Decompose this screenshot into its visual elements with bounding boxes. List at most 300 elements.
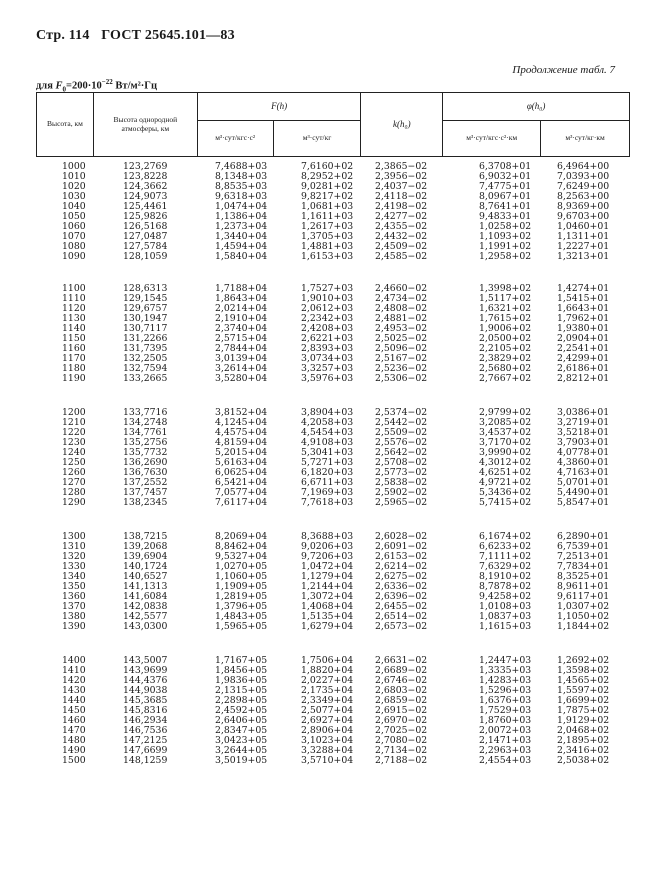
cell-k: 2,4118−02 <box>375 191 428 202</box>
cell-k: 2,6396−02 <box>375 591 428 602</box>
cell-F-kg: 9,0281+02 <box>301 181 354 192</box>
cell-k: 2,7080−02 <box>375 735 428 746</box>
cell-F-kgs: 3,2644+05 <box>215 745 268 756</box>
table-section <box>36 284 630 384</box>
cell-geo-height: 124,3662 <box>123 181 168 192</box>
cell-geo-height: 143,5007 <box>123 655 168 666</box>
cell-F-kg: 3,8904+03 <box>301 407 354 418</box>
gost-number: ГОСТ 25645.101—83 <box>101 28 235 43</box>
cell-F-kgs: 2,1910+04 <box>215 313 268 324</box>
cell-geo-height: 132,7594 <box>123 363 168 374</box>
cell-k: 2,6091−02 <box>375 541 428 552</box>
cell-phi-kgs: 1,7615+02 <box>479 313 532 324</box>
cell-F-kg: 3,5976+03 <box>301 373 354 384</box>
cell-height: 1330 <box>62 561 86 572</box>
cell-phi-kg: 2,2541+01 <box>557 343 610 354</box>
cell-geo-height: 145,3685 <box>123 695 168 706</box>
cell-F-kgs: 1,0270+05 <box>215 561 268 572</box>
cell-geo-height: 128,1059 <box>123 251 168 262</box>
cell-F-kgs: 1,3440+04 <box>215 231 268 242</box>
cell-height: 1410 <box>62 665 86 676</box>
header-F: F(h) <box>197 93 361 121</box>
cell-F-kgs: 1,8456+05 <box>215 665 268 676</box>
cell-phi-kgs: 6,1674+02 <box>479 531 532 542</box>
header-F-unit-2: м³·сут/кг <box>273 121 361 157</box>
cell-k: 2,5374−02 <box>375 407 428 418</box>
cell-phi-kg: 8,2563+00 <box>557 191 610 202</box>
cell-F-kgs: 3,2614+04 <box>215 363 268 374</box>
cell-phi-kg: 1,4274+01 <box>557 283 610 294</box>
cell-height: 1260 <box>62 467 86 478</box>
cell-height: 1420 <box>62 675 86 686</box>
cell-height: 1460 <box>62 715 86 726</box>
cell-phi-kg: 7,2513+01 <box>557 551 610 562</box>
cell-geo-height: 136,2690 <box>123 457 168 468</box>
cell-height: 1360 <box>62 591 86 602</box>
cell-phi-kg: 5,4490+01 <box>557 487 610 498</box>
cell-k: 2,5576−02 <box>375 437 428 448</box>
cell-geo-height: 147,2125 <box>123 735 168 746</box>
cell-height: 1090 <box>62 251 86 262</box>
cell-F-kgs: 2,4592+05 <box>215 705 268 716</box>
table-row <box>36 252 630 262</box>
cell-height: 1350 <box>62 581 86 592</box>
cell-height: 1400 <box>62 655 86 666</box>
cell-phi-kg: 1,5415+01 <box>557 293 610 304</box>
cell-k: 2,4277−02 <box>375 211 428 222</box>
cell-phi-kg: 1,6699+02 <box>557 695 610 706</box>
cell-phi-kg: 2,5038+02 <box>557 755 610 766</box>
table-section <box>36 408 630 508</box>
cell-k: 2,6573−02 <box>375 621 428 632</box>
cell-k: 2,4734−02 <box>375 293 428 304</box>
cell-k: 2,5096−02 <box>375 343 428 354</box>
cell-height: 1040 <box>62 201 86 212</box>
cell-phi-kg: 8,3525+01 <box>557 571 610 582</box>
cell-height: 1430 <box>62 685 86 696</box>
cell-k: 2,4660−02 <box>375 283 428 294</box>
header-k: k(h₀) <box>361 93 443 157</box>
cell-F-kg: 8,2952+02 <box>301 171 354 182</box>
cell-F-kgs: 1,5965+05 <box>215 621 268 632</box>
page-header <box>36 28 243 44</box>
cell-geo-height: 136,7630 <box>123 467 168 478</box>
cell-phi-kgs: 5,3436+02 <box>479 487 532 498</box>
cell-F-kgs: 8,8462+04 <box>215 541 268 552</box>
header-height: Высота, км <box>37 93 94 157</box>
cell-F-kg: 3,3257+03 <box>301 363 354 374</box>
cell-phi-kg: 7,0393+00 <box>557 171 610 182</box>
cell-geo-height: 143,9699 <box>123 665 168 676</box>
cell-F-kg: 1,7527+03 <box>301 283 354 294</box>
cell-phi-kg: 6,4964+00 <box>557 161 610 172</box>
cell-geo-height: 132,2505 <box>123 353 168 364</box>
cell-phi-kgs: 1,5296+03 <box>479 685 532 696</box>
cell-phi-kg: 1,2692+02 <box>557 655 610 666</box>
cell-geo-height: 135,2756 <box>123 437 168 448</box>
cell-F-kgs: 7,0577+04 <box>215 487 268 498</box>
cell-F-kg: 9,0206+03 <box>301 541 354 552</box>
cell-F-kgs: 1,1060+05 <box>215 571 268 582</box>
cell-height: 1240 <box>62 447 86 458</box>
cell-geo-height: 144,9038 <box>123 685 168 696</box>
cell-geo-height: 130,1947 <box>123 313 168 324</box>
cell-F-kg: 1,3072+04 <box>301 591 354 602</box>
cell-phi-kgs: 9,4833+01 <box>479 211 532 222</box>
cell-F-kg: 7,7618+03 <box>301 497 354 508</box>
table-section <box>36 656 630 766</box>
cell-height: 1500 <box>62 755 86 766</box>
cell-geo-height: 137,7457 <box>123 487 168 498</box>
cell-F-kgs: 4,1245+04 <box>215 417 268 428</box>
cell-phi-kg: 8,9369+00 <box>557 201 610 212</box>
cell-k: 2,6336−02 <box>375 581 428 592</box>
cell-k: 2,7134−02 <box>375 745 428 756</box>
cell-F-kg: 3,3288+04 <box>301 745 354 756</box>
cell-k: 2,5642−02 <box>375 447 428 458</box>
cell-phi-kg: 2,1895+02 <box>557 735 610 746</box>
cell-F-kg: 1,6279+04 <box>301 621 354 632</box>
cell-k: 2,5838−02 <box>375 477 428 488</box>
cell-phi-kgs: 1,0837+03 <box>479 611 532 622</box>
cell-phi-kg: 1,0307+02 <box>557 601 610 612</box>
cell-F-kg: 4,2058+03 <box>301 417 354 428</box>
cell-F-kg: 1,7506+04 <box>301 655 354 666</box>
cell-F-kgs: 7,6117+04 <box>215 497 268 508</box>
cell-F-kgs: 2,7844+04 <box>215 343 268 354</box>
cell-geo-height: 124,9073 <box>123 191 168 202</box>
cell-phi-kg: 1,2227+01 <box>557 241 610 252</box>
cell-geo-height: 141,6084 <box>123 591 168 602</box>
cell-phi-kg: 2,8212+01 <box>557 373 610 384</box>
cell-F-kg: 5,7271+03 <box>301 457 354 468</box>
cell-F-kg: 2,6927+04 <box>301 715 354 726</box>
cell-F-kg: 1,2617+03 <box>301 221 354 232</box>
cell-F-kgs: 2,8347+05 <box>215 725 268 736</box>
cell-geo-height: 139,2068 <box>123 541 168 552</box>
cell-geo-height: 129,1545 <box>123 293 168 304</box>
cell-height: 1050 <box>62 211 86 222</box>
cell-F-kg: 4,5454+03 <box>301 427 354 438</box>
table-header <box>36 92 630 157</box>
cell-F-kg: 2,8906+04 <box>301 725 354 736</box>
cell-height: 1450 <box>62 705 86 716</box>
cell-phi-kgs: 4,9721+02 <box>479 477 532 488</box>
cell-F-kg: 1,5135+04 <box>301 611 354 622</box>
cell-k: 2,6275−02 <box>375 571 428 582</box>
cell-F-kg: 3,0734+03 <box>301 353 354 364</box>
cell-phi-kg: 3,7903+01 <box>557 437 610 448</box>
cell-phi-kgs: 8,7878+02 <box>479 581 532 592</box>
cell-F-kgs: 3,5280+04 <box>215 373 268 384</box>
cell-F-kg: 3,1023+04 <box>301 735 354 746</box>
cell-geo-height: 147,6699 <box>123 745 168 756</box>
cell-height: 1440 <box>62 695 86 706</box>
cell-height: 1320 <box>62 551 86 562</box>
cell-phi-kg: 1,3213+01 <box>557 251 610 262</box>
cell-height: 1480 <box>62 735 86 746</box>
cell-geo-height: 143,0300 <box>123 621 168 632</box>
cell-geo-height: 138,2345 <box>123 497 168 508</box>
cell-geo-height: 134,7761 <box>123 427 168 438</box>
cell-F-kgs: 1,2373+04 <box>215 221 268 232</box>
cell-phi-kg: 1,7875+02 <box>557 705 610 716</box>
cell-phi-kgs: 2,2105+02 <box>479 343 532 354</box>
cell-height: 1280 <box>62 487 86 498</box>
cell-geo-height: 123,2769 <box>123 161 168 172</box>
cell-geo-height: 126,5168 <box>123 221 168 232</box>
cell-F-kg: 4,9108+03 <box>301 437 354 448</box>
cell-phi-kgs: 4,3012+02 <box>479 457 532 468</box>
cell-F-kgs: 3,8152+04 <box>215 407 268 418</box>
cell-F-kg: 3,5710+04 <box>301 755 354 766</box>
cell-phi-kg: 1,4565+02 <box>557 675 610 686</box>
cell-phi-kgs: 6,6233+02 <box>479 541 532 552</box>
cell-phi-kgs: 1,4283+03 <box>479 675 532 686</box>
cell-phi-kgs: 2,7667+02 <box>479 373 532 384</box>
cell-height: 1160 <box>62 343 86 354</box>
cell-F-kg: 9,8217+02 <box>301 191 354 202</box>
cell-phi-kgs: 2,3829+02 <box>479 353 532 364</box>
cell-phi-kgs: 6,9032+01 <box>479 171 532 182</box>
cell-height: 1070 <box>62 231 86 242</box>
cell-phi-kgs: 8,0967+01 <box>479 191 532 202</box>
cell-k: 2,4881−02 <box>375 313 428 324</box>
cell-geo-height: 140,1724 <box>123 561 168 572</box>
cell-k: 2,6214−02 <box>375 561 428 572</box>
table-row <box>36 756 630 766</box>
cell-geo-height: 133,2665 <box>123 373 168 384</box>
cell-F-kg: 6,6711+03 <box>301 477 354 488</box>
cell-geo-height: 127,5784 <box>123 241 168 252</box>
cell-height: 1130 <box>62 313 86 324</box>
cell-geo-height: 131,2266 <box>123 333 168 344</box>
cell-k: 2,5965−02 <box>375 497 428 508</box>
cell-height: 1010 <box>62 171 86 182</box>
table-row <box>36 374 630 384</box>
cell-F-kg: 1,9010+03 <box>301 293 354 304</box>
cell-phi-kgs: 1,0258+02 <box>479 221 532 232</box>
cell-k: 2,6514−02 <box>375 611 428 622</box>
cell-F-kgs: 1,1909+05 <box>215 581 268 592</box>
cell-phi-kgs: 8,7641+01 <box>479 201 532 212</box>
cell-F-kg: 9,7206+03 <box>301 551 354 562</box>
cell-F-kgs: 8,2069+04 <box>215 531 268 542</box>
cell-k: 2,4037−02 <box>375 181 428 192</box>
cell-F-kgs: 1,2819+05 <box>215 591 268 602</box>
cell-F-kg: 1,6153+03 <box>301 251 354 262</box>
cell-geo-height: 127,0487 <box>123 231 168 242</box>
cell-phi-kgs: 9,4258+02 <box>479 591 532 602</box>
cell-k: 2,6455−02 <box>375 601 428 612</box>
cell-k: 2,6746−02 <box>375 675 428 686</box>
cell-geo-height: 146,7536 <box>123 725 168 736</box>
cell-phi-kg: 4,0778+01 <box>557 447 610 458</box>
cell-F-kg: 2,0227+04 <box>301 675 354 686</box>
cell-k: 2,5902−02 <box>375 487 428 498</box>
cell-F-kgs: 8,1348+03 <box>215 171 268 182</box>
cell-F-kgs: 8,8535+03 <box>215 181 268 192</box>
cell-phi-kgs: 2,5680+02 <box>479 363 532 374</box>
cell-geo-height: 130,7117 <box>123 323 168 334</box>
cell-height: 1030 <box>62 191 86 202</box>
cell-phi-kg: 2,0468+02 <box>557 725 610 736</box>
cell-phi-kgs: 7,6329+02 <box>479 561 532 572</box>
cell-phi-kgs: 2,2963+03 <box>479 745 532 756</box>
cell-phi-kg: 4,7163+01 <box>557 467 610 478</box>
cell-geo-height: 129,6757 <box>123 303 168 314</box>
cell-height: 1190 <box>62 373 86 384</box>
cell-k: 2,6970−02 <box>375 715 428 726</box>
cell-k: 2,4585−02 <box>375 251 428 262</box>
cell-k: 2,5773−02 <box>375 467 428 478</box>
cell-F-kg: 1,4068+04 <box>301 601 354 612</box>
cell-F-kgs: 4,8159+04 <box>215 437 268 448</box>
cell-phi-kg: 1,3598+02 <box>557 665 610 676</box>
cell-k: 2,6915−02 <box>375 705 428 716</box>
cell-k: 2,6859−02 <box>375 695 428 706</box>
cell-phi-kg: 7,6249+00 <box>557 181 610 192</box>
cell-F-kgs: 5,6163+04 <box>215 457 268 468</box>
cell-height: 1220 <box>62 427 86 438</box>
cell-phi-kgs: 3,2085+02 <box>479 417 532 428</box>
cell-phi-kg: 5,0701+01 <box>557 477 610 488</box>
cell-F-kg: 1,0472+04 <box>301 561 354 572</box>
cell-F-kgs: 1,1386+04 <box>215 211 268 222</box>
cell-F-kgs: 1,4594+04 <box>215 241 268 252</box>
cell-k: 2,7025−02 <box>375 725 428 736</box>
cell-geo-height: 142,0838 <box>123 601 168 612</box>
page-number: Стр. 114 <box>36 28 90 43</box>
cell-k: 2,6631−02 <box>375 655 428 666</box>
cell-geo-height: 146,2934 <box>123 715 168 726</box>
cell-phi-kg: 2,3416+02 <box>557 745 610 756</box>
cell-geo-height: 125,4461 <box>123 201 168 212</box>
cell-geo-height: 141,1313 <box>123 581 168 592</box>
cell-phi-kgs: 1,2958+02 <box>479 251 532 262</box>
cell-phi-kg: 1,0460+01 <box>557 221 610 232</box>
cell-phi-kg: 1,7962+01 <box>557 313 610 324</box>
cell-k: 2,5306−02 <box>375 373 428 384</box>
cell-phi-kgs: 1,1991+02 <box>479 241 532 252</box>
cell-k: 2,6803−02 <box>375 685 428 696</box>
cell-F-kgs: 2,6406+05 <box>215 715 268 726</box>
cell-F-kg: 2,0612+03 <box>301 303 354 314</box>
cell-phi-kg: 1,5597+02 <box>557 685 610 696</box>
cell-phi-kg: 1,1050+02 <box>557 611 610 622</box>
cell-F-kg: 2,8393+03 <box>301 343 354 354</box>
cell-F-kgs: 1,9836+05 <box>215 675 268 686</box>
cell-phi-kgs: 1,8760+03 <box>479 715 532 726</box>
cell-height: 1200 <box>62 407 86 418</box>
cell-phi-kgs: 1,1093+02 <box>479 231 532 242</box>
header-geo-height: Высота однородной атмосферы, км <box>93 93 197 157</box>
cell-height: 1120 <box>62 303 86 314</box>
cell-F-kg: 1,4881+03 <box>301 241 354 252</box>
cell-geo-height: 137,2552 <box>123 477 168 488</box>
cell-F-kgs: 3,0423+05 <box>215 735 268 746</box>
cell-F-kg: 6,1820+03 <box>301 467 354 478</box>
cell-F-kgs: 4,4575+04 <box>215 427 268 438</box>
cell-phi-kg: 5,8547+01 <box>557 497 610 508</box>
cell-geo-height: 128,6313 <box>123 283 168 294</box>
cell-phi-kgs: 1,6376+03 <box>479 695 532 706</box>
cell-F-kg: 1,1611+03 <box>301 211 354 222</box>
cell-F-kgs: 5,2015+04 <box>215 447 268 458</box>
cell-geo-height: 142,5577 <box>123 611 168 622</box>
cell-geo-height: 138,7215 <box>123 531 168 542</box>
cell-phi-kg: 1,1844+02 <box>557 621 610 632</box>
cell-phi-kg: 1,9129+02 <box>557 715 610 726</box>
cell-height: 1230 <box>62 437 86 448</box>
cell-height: 1150 <box>62 333 86 344</box>
table-section <box>36 532 630 632</box>
table-section <box>36 162 630 262</box>
cell-phi-kgs: 3,9990+02 <box>479 447 532 458</box>
cell-height: 1140 <box>62 323 86 334</box>
cell-k: 2,4198−02 <box>375 201 428 212</box>
header-F-unit-1: м³·сут/кгс·с² <box>197 121 273 157</box>
cell-F-kgs: 6,5421+04 <box>215 477 268 488</box>
cell-F-kgs: 1,8643+04 <box>215 293 268 304</box>
header-phi: φ(h₀) <box>443 93 630 121</box>
cell-height: 1370 <box>62 601 86 612</box>
cell-F-kgs: 1,5840+04 <box>215 251 268 262</box>
cell-phi-kg: 7,7834+01 <box>557 561 610 572</box>
cell-phi-kg: 3,0386+01 <box>557 407 610 418</box>
cell-geo-height: 135,7732 <box>123 447 168 458</box>
cell-k: 2,4509−02 <box>375 241 428 252</box>
cell-k: 2,5236−02 <box>375 363 428 374</box>
cell-phi-kgs: 5,7415+02 <box>479 497 532 508</box>
cell-phi-kg: 1,1311+01 <box>557 231 610 242</box>
cell-F-kg: 1,8820+04 <box>301 665 354 676</box>
cell-k: 2,6153−02 <box>375 551 428 562</box>
cell-phi-kg: 1,6643+01 <box>557 303 610 314</box>
cell-phi-kg: 6,7539+01 <box>557 541 610 552</box>
cell-F-kgs: 2,1315+05 <box>215 685 268 696</box>
cell-phi-kg: 9,6117+01 <box>557 591 610 602</box>
cell-F-kgs: 1,4843+05 <box>215 611 268 622</box>
cell-height: 1180 <box>62 363 86 374</box>
cell-k: 2,6689−02 <box>375 665 428 676</box>
cell-F-kgs: 1,0474+04 <box>215 201 268 212</box>
cell-phi-kg: 2,0904+01 <box>557 333 610 344</box>
cell-k: 2,4808−02 <box>375 303 428 314</box>
cell-phi-kgs: 8,1910+02 <box>479 571 532 582</box>
cell-height: 1380 <box>62 611 86 622</box>
table-row <box>36 622 630 632</box>
cell-phi-kg: 4,3860+01 <box>557 457 610 468</box>
cell-F-kg: 2,5077+04 <box>301 705 354 716</box>
cell-k: 2,5025−02 <box>375 333 428 344</box>
cell-phi-kgs: 4,6251+02 <box>479 467 532 478</box>
cell-geo-height: 139,6904 <box>123 551 168 562</box>
cell-F-kg: 1,3705+03 <box>301 231 354 242</box>
cell-height: 1390 <box>62 621 86 632</box>
cell-F-kgs: 9,6318+03 <box>215 191 268 202</box>
cell-k: 2,3956−02 <box>375 171 428 182</box>
cell-F-kgs: 1,7188+04 <box>215 283 268 294</box>
cell-height: 1020 <box>62 181 86 192</box>
cell-phi-kg: 6,2890+01 <box>557 531 610 542</box>
cell-phi-kgs: 1,1615+03 <box>479 621 532 632</box>
cell-phi-kgs: 7,4775+01 <box>479 181 532 192</box>
cell-F-kg: 7,1969+03 <box>301 487 354 498</box>
cell-geo-height: 131,7395 <box>123 343 168 354</box>
cell-height: 1110 <box>62 293 86 304</box>
cell-k: 2,4953−02 <box>375 323 428 334</box>
